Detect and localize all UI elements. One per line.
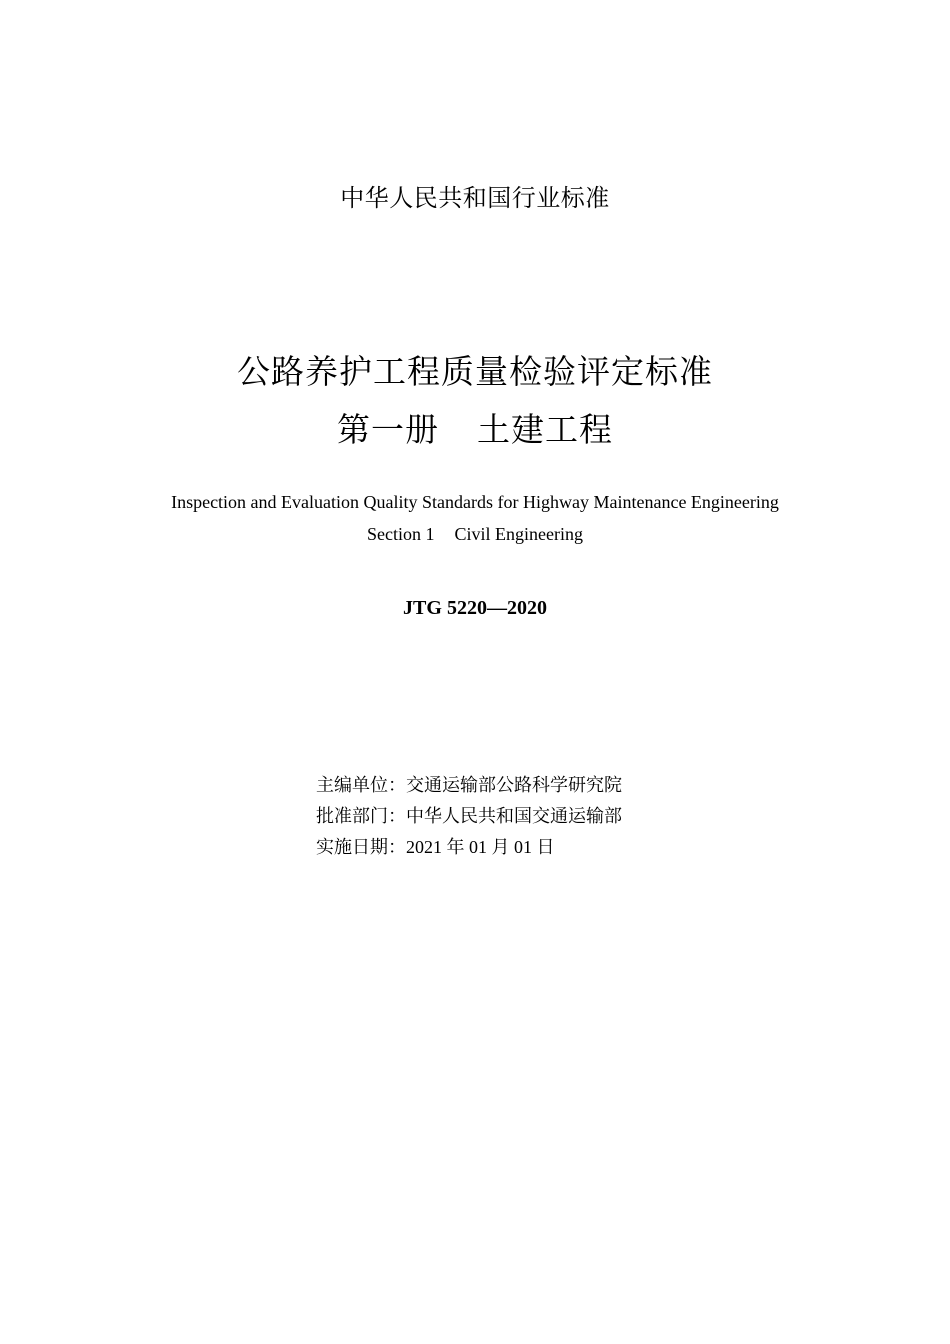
standard-series-label: 中华人民共和国行业标准 [340,184,610,212]
approver-row [316,801,622,832]
publication-info [316,770,622,863]
title-cn-line2 [0,404,950,451]
section-subject: Civil Engineering [454,524,583,544]
effective-date-label: 实施日期： [316,837,406,857]
effective-date-value: 2021 年 01 月 01 日 [406,837,555,857]
editor-label: 主编单位： [316,775,406,795]
title-en-line1: Inspection and Evaluation Quality Standards for Highway Maintenance Engineering [171,492,779,512]
volume-subject: 土建工程 [477,410,613,449]
standard-code: JTG 5220—2020 [403,597,547,619]
section-label: Section 1 [367,524,435,544]
approver-label: 批准部门： [316,806,406,826]
editor-row [316,770,622,801]
effective-date-row [316,832,622,863]
title-en-line2 [0,524,950,545]
approver-value: 中华人民共和国交通运输部 [406,806,622,826]
editor-value: 交通运输部公路科学研究院 [406,775,622,795]
title-cn-line1: 公路养护工程质量检验评定标准 [237,352,713,391]
volume-label: 第一册 [337,410,439,449]
